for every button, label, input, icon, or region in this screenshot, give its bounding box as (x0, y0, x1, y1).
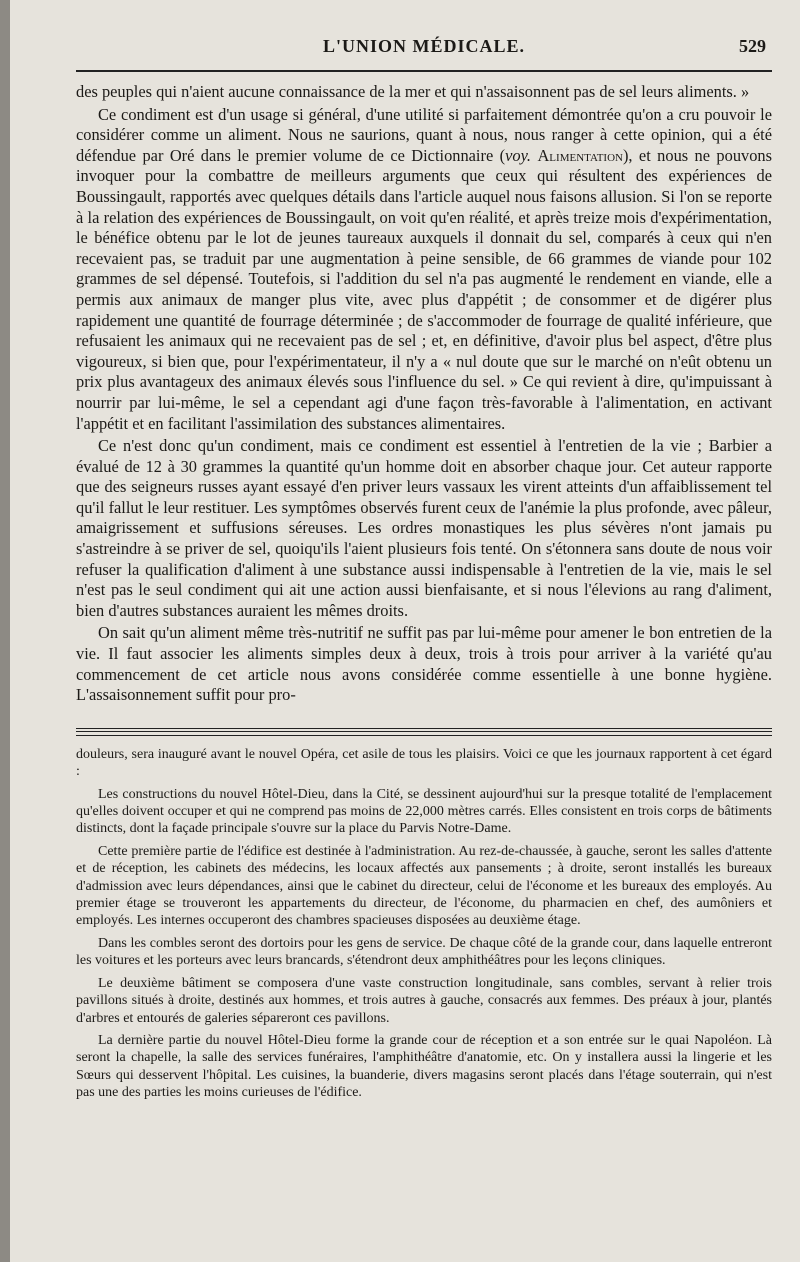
page-edge-shadow (0, 0, 10, 1262)
footnote-paragraph-6: La dernière partie du nouvel Hôtel-Dieu forme la grande cour de réception et a son entrée sur le quai Napoléon. Là seront la chapelle, la salle des services funéraires, l'amphithéâtre d'anatomie, etc. On y installera aussi la lingerie et les Sœurs qui desservent l'hôpital. Les cuisines, la buanderie, divers magasins seront placés dans l'étage souterrain, qui n'est pas une des parties les moins curieuses de l'édifice. (76, 1032, 772, 1101)
footnote-paragraph-4: Dans les combles seront des dortoirs pour les gens de service. De chaque côté de la grande cour, dans laquelle entreront les voitures et les porteurs avec leurs brancards, s'étendront deux amphithéâtres pour les leçons cliniques. (76, 935, 772, 969)
paragraph-2 (76, 105, 772, 435)
page-number: 529 (739, 36, 766, 56)
footnote-paragraph-2: Les constructions du nouvel Hôtel-Dieu, dans la Cité, se dessinent aujourd'hui sur la presque totalité de l'emplacement qu'elles doivent occuper et qui ne comprend pas moins de 22,000 mètres carrés. Elles consistent en trois corps de bâtiments distincts, dont la façade principale s'ouvre sur la place du Parvis Notre-Dame. (76, 786, 772, 837)
paragraph-2-segment-5: ), et nous ne pouvons invoquer pour la combattre de meilleurs arguments que ceux qui résultent des expériences de Boussingault, rapportés avec quelques détails dans l'article auquel nous faisons allusion. Si l'on se reporte à la relation des expériences de Boussingault, on voit qu'en réalité, et après treize mois d'expérimentation, le bénéfice obtenu par le lot de jeunes taureaux auxquels il donnait du sel, comparés à ceux qui n'en recevaient pas, se traduit par une augmentation à peine sensible, de 66 grammes de viande pour 102 grammes de sel dépensé. Toutefois, si l'addition du sel n'a pas augmenté le rendement en viande, elle a permis aux animaux de manger plus vite, avec plus d'appétit ; de consommer et de digérer plus rapidement une quantité de fourrage déterminée ; de s'accommoder de fourrage de qualité inférieure, que refusaient les animaux qui ne recevaient pas de sel ; et, en définitive, d'avoir plus bel aspect, d'être plus vigoureux, si bien que, pour l'expérimentateur, il n'y a « nul doute que sur le marché on n'eût obtenu un prix plus avantageux des animaux élevés sous l'influence du sel. » Ce qui revient à dire, qu'impuissant à nourrir par lui-même, le sel a cependant agi d'une façon très-favorable à l'alimentation, en activant l'appétit et en facilitant l'assimilation des substances alimentaires. (76, 145, 772, 433)
main-text (76, 82, 772, 706)
footnote-separator (76, 728, 772, 736)
paragraph-3: Ce n'est donc qu'un condiment, mais ce condiment est essentiel à l'entretien de la vie ; Barbier a évalué de 12 à 30 grammes la quantité qu'un homme doit en absorber chaque jour. Cet auteur rapporte que des seigneurs russes ayant essayé d'en priver leurs vassaux les virent atteints d'un affaiblissement tel qu'il fallut le leur restituer. Les symptômes observés furent ceux de l'anémie la plus profonde, avec pâleur, amaigrissement et suffusions séreuses. Les ordres monastiques les plus sévères n'ont jamais pu s'astreindre à se priver de sel, quoiqu'ils l'aient plusieurs fois tenté. On s'étonnera sans doute de nous voir refuser la qualification d'aliment à une substance aussi indispensable à l'entretien de la vie, mais le sel n'est pas le seul condiment qui ait une action aussi bienfaisante, et si nous l'élevions au rang d'aliment, bien d'autres substances auraient les mêmes droits. (76, 436, 772, 620)
paragraph-2-segment-1: Ce condiment est d'un usage si général, d'une utilité si parfaitement démontrée qu'on a cru pouvoir le considérer comme un aliment. Nous ne saurions, quant à nous, nous ranger à cette opinion, qui a été défendue par Oré dans le premier volume de ce Dictionnaire ( (76, 104, 772, 165)
header-rule (76, 70, 772, 72)
footnote-paragraph-5: Le deuxième bâtiment se composera d'une vaste construction longitudinale, sans combles, servant à relier trois pavillons situés à droite, destinés aux hommes, et trois autres à gauche, consacrés aux femmes. Des préaux à jour, plantés d'arbres et entourés de galeries sépareront ces pavillons. (76, 975, 772, 1026)
paragraph-2-segment-4: Alimentation (537, 145, 623, 165)
paragraph-2-segment-2: voy. (505, 145, 532, 165)
running-head (76, 36, 772, 66)
running-title: L'UNION MÉDICALE. (322, 36, 526, 56)
footnote-paragraph-1: douleurs, sera inauguré avant le nouvel Opéra, cet asile de tous les plaisirs. Voici ce que les journaux rapportent à cet égard : (76, 746, 772, 780)
paragraph-1: des peuples qui n'aient aucune connaissance de la mer et qui n'assaisonnent pas de sel leurs aliments. » (76, 82, 750, 101)
footnote-paragraph-3: Cette première partie de l'édifice est destinée à l'administration. Au rez-de-chaussée, à gauche, seront les salles d'attente et de réception, les cabinets des médecins, les locaux affectés aux pansements ; à droite, seront installés les bureaux d'admission avec leurs dépendances, ainsi que le cabinet du directeur, celui de l'économe et les bureaux des employés. Au premier étage se trouveront les appartements du directeur, de l'économe, du pharmacien en chef, des aumôniers et employés. Les internes occuperont des chambres spacieuses disposées au deuxième étage. (76, 843, 772, 929)
footnote-section (76, 746, 772, 1102)
paragraph-4: On sait qu'un aliment même très-nutritif ne suffit pas par lui-même pour amener le bon entretien de la vie. Il faut associer les aliments simples deux à deux, trois à trois pour arriver à la variété qu'au commencement de cet article nous avons considérée comme essentielle à une bonne hygiène. L'assaisonnement suffit pour pro- (76, 623, 772, 705)
